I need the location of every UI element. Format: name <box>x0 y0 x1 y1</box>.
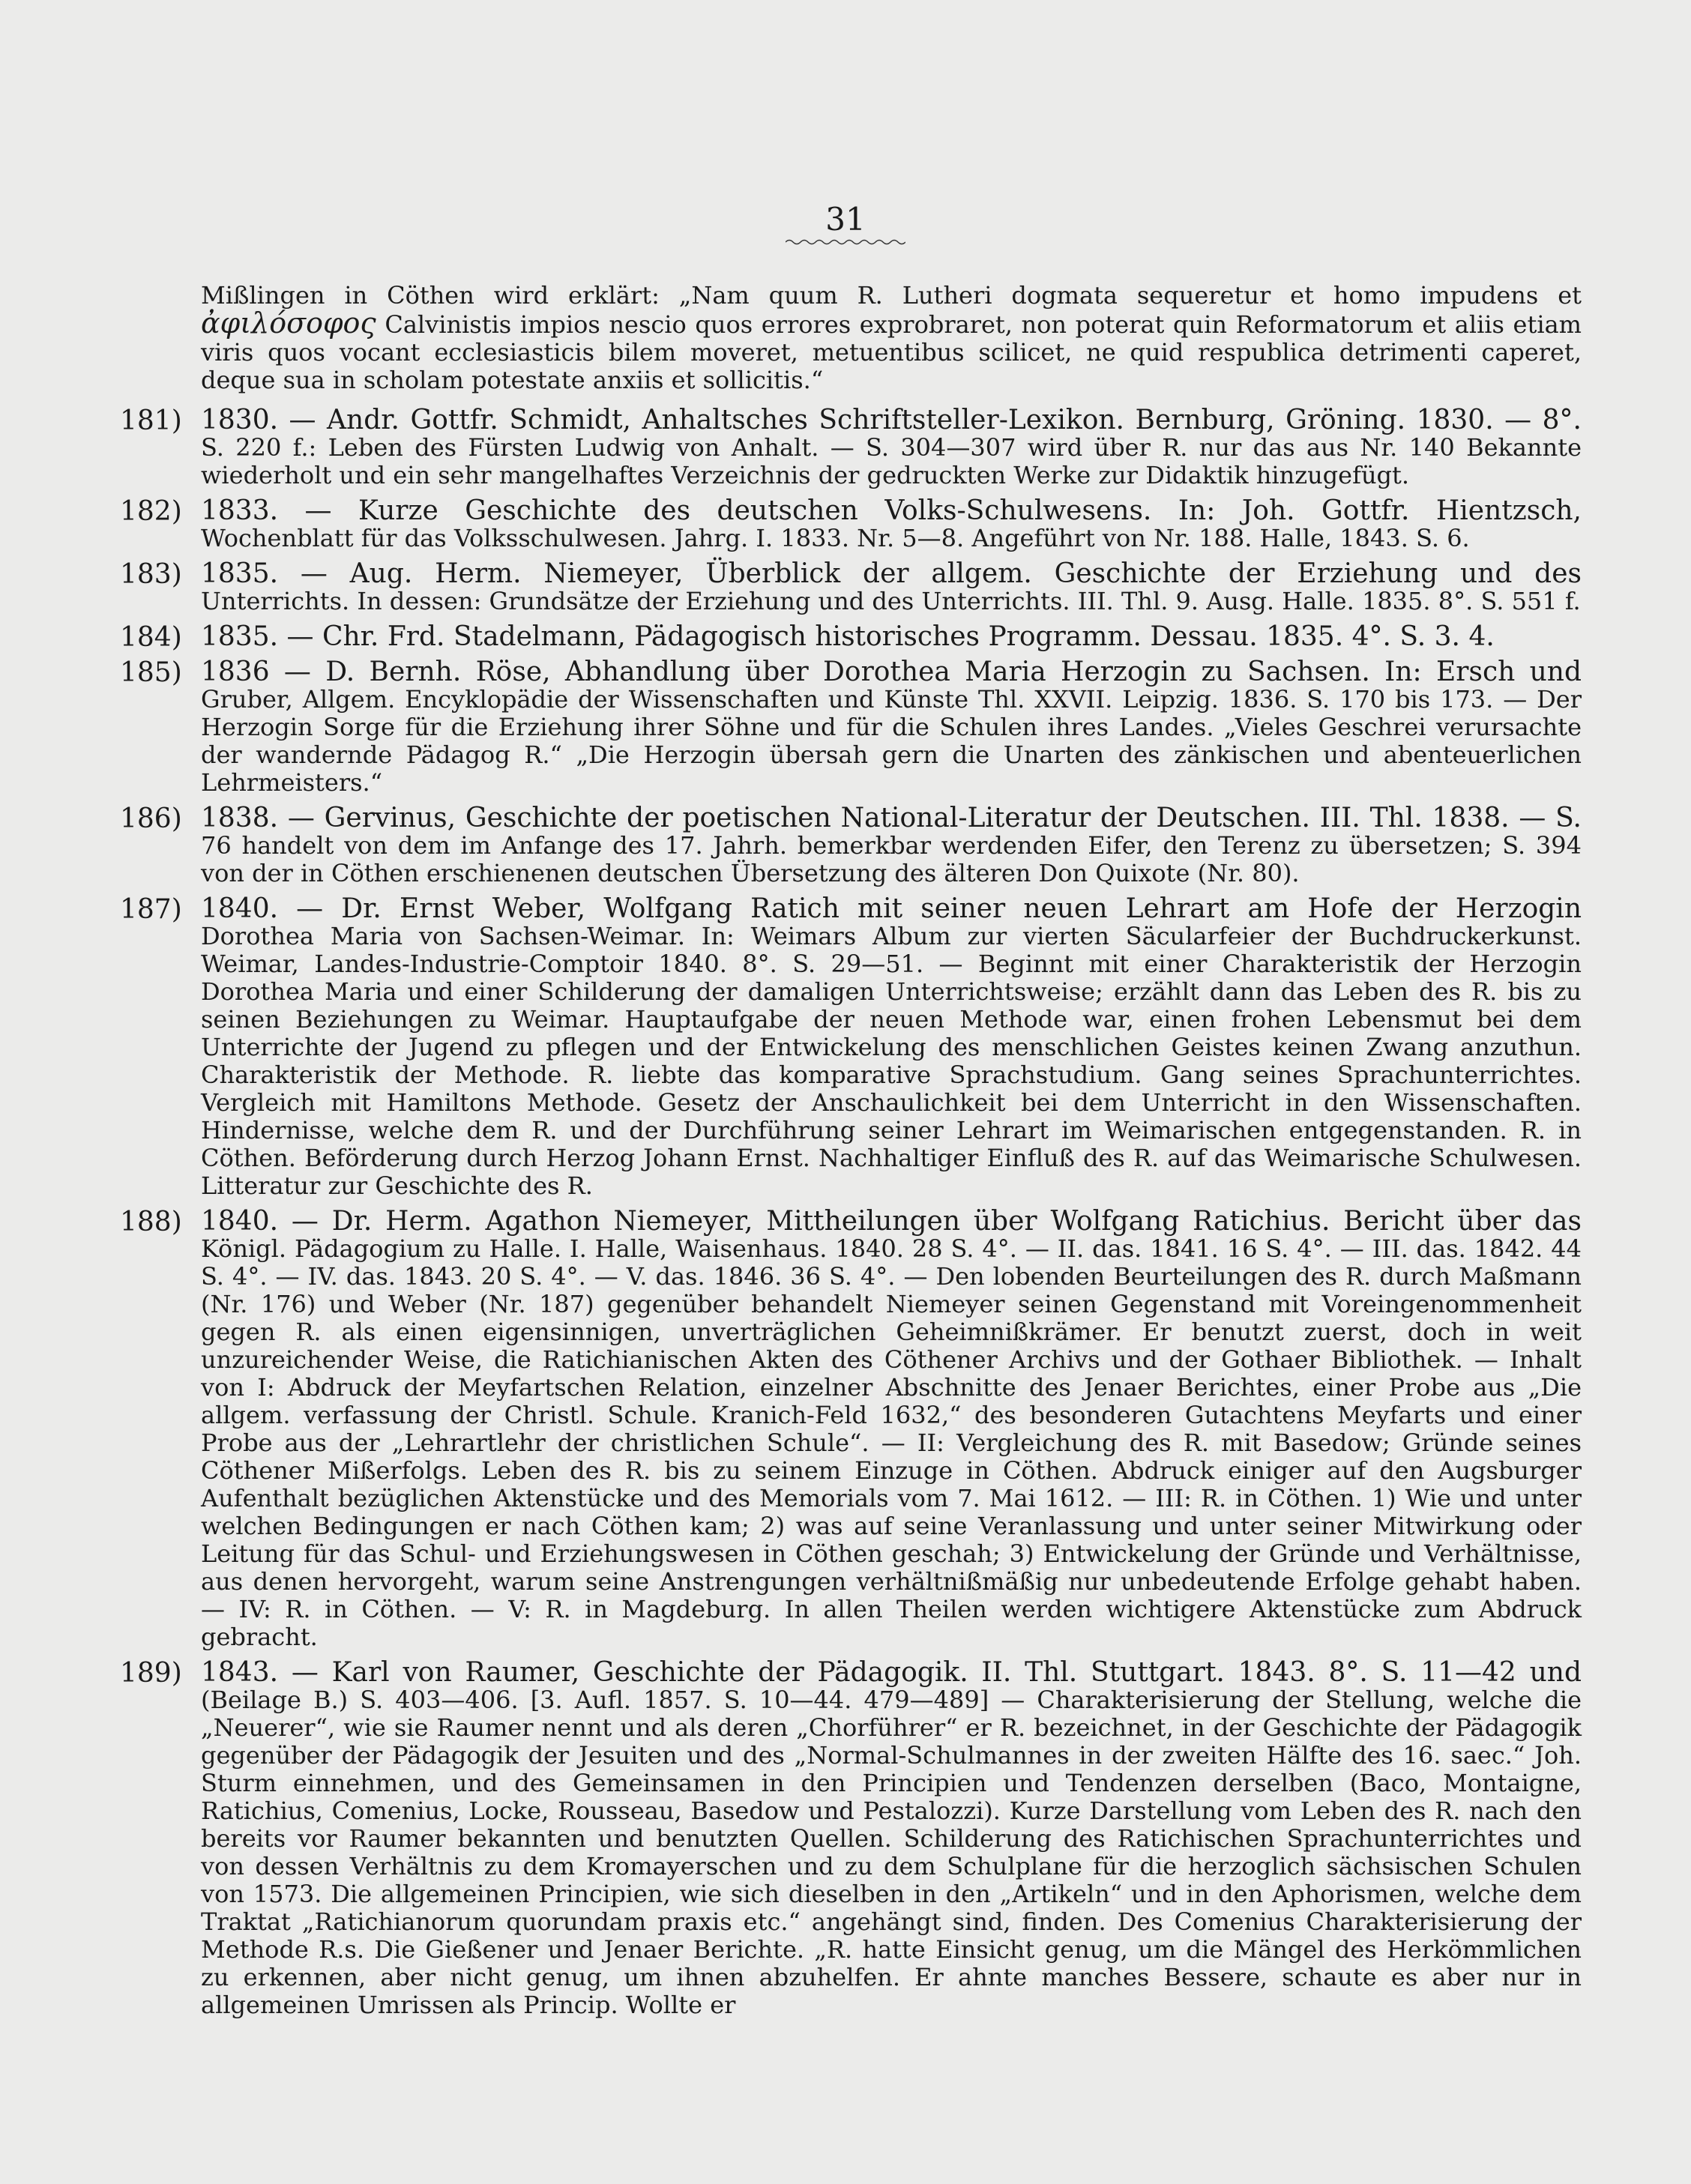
bibliography-entry <box>120 804 1582 887</box>
entry-number: 186) <box>120 803 182 834</box>
entry-text: 1835. — Aug. Herm. Niemeyer, Überblick der allgem. Geschichte der Erziehung und des Unterrichts. In dessen: Grundsätze der Erziehung und des Unterrichts. III. Thl. 9. Ausg. Halle. 1835. 8°. S. 551 f. <box>201 558 1582 615</box>
page-number: 31 <box>825 201 866 238</box>
bibliography-entry <box>120 623 1582 651</box>
intro-text-latin: Calvinistis impios nescio quos errores exprobraret, non poterat quin Reformatorum et aliis etiam viris quos vocant ecclesiasticis bilem moveret, metuentibus scilicet, ne quid respublica detrimenti caperet, deque sua in scholam potestate anxiis et sollicitis.“ <box>201 310 1582 394</box>
entry-number: 188) <box>120 1207 182 1237</box>
entry-text: 1843. — Karl von Raumer, Geschichte der Pädagogik. II. Thl. Stuttgart. 1843. 8°. S. 11—42 und (Beilage B.) S. 403—406. [3. Aufl. 1857. S. 10—44. 479—489] — Charakterisierung der Stellung, welche die „Neuerer“, wie sie Raumer nennt und als deren „Chorführer“ er R. bezeichnet, in der Geschichte der Pädagogik gegenüber der Pädagogik der Jesuiten und des „Normal-Schulmannes in der zweiten Hälfte des 16. saec.“ Joh. Sturm einnehmen, und des Gemeinsamen in den Principien und Tendenzen derselben (Baco, Montaigne, Ratichius, Comenius, Locke, Rousseau, Basedow und Pestalozzi). Kurze Darstellung vom Leben des R. nach den bereits vor Raumer bekannten und benutzten Quellen. Schilderung des Ratichischen Sprachunterrichtes und von dessen Verhältnis zu dem Kromayerschen und zu dem Schulplane für die herzoglich sächsischen Schulen von 1573. Die allgemeinen Principien, wie sich dieselben in den „Artikeln“ und in den Aphorismen, welche dem Traktat „Ratichianorum quorundam praxis etc.“ angehängt sind, finden. Des Comenius Charakterisierung der Methode R.s. Die Gießener und Jenaer Berichte. „R. hatte Einsicht genug, um die Mängel des Herkömmlichen zu erkennen, aber nicht genug, um ihnen abzuhelfen. Er ahnte manches Bessere, schaute es aber nur in allgemeinen Umrissen als Princip. Wollte er <box>201 1657 1582 2019</box>
entry-text: 1833. — Kurze Geschichte des deutschen Volks-Schulwesens. In: Joh. Gottfr. Hientzsch, Wochenblatt für das Volksschulwesen. Jahrg. I. 1833. Nr. 5—8. Angeführt von Nr. 188. Halle, 1843. S. 6. <box>201 495 1582 552</box>
bibliography-entry <box>120 497 1582 552</box>
bibliography-entry <box>120 1207 1582 1651</box>
bibliography-entry <box>120 1659 1582 2019</box>
entry-number: 181) <box>120 405 182 436</box>
entry-number: 187) <box>120 894 182 925</box>
entry-number: 184) <box>120 622 182 653</box>
entry-text: 1836 — D. Bernh. Röse, Abhandlung über Dorothea Maria Herzogin zu Sachsen. In: Ersch und Gruber, Allgem. Encyklopädie der Wissenschaften und Künste Thl. XXVII. Leipzig. 1836. S. 170 bis 173. — Der Herzogin Sorge für die Erziehung ihrer Söhne und für die Schulen ihres Landes. „Vieles Geschrei verursachte der wandernde Pädagog R.“ „Die Herzogin übersah gern die Unarten des zänkischen und abenteuerlichen Lehrmeisters.“ <box>201 657 1582 797</box>
bibliography-entry <box>120 658 1582 797</box>
entry-text: 1830. — Andr. Gottfr. Schmidt, Anhaltsches Schriftsteller-Lexikon. Bernburg, Gröning. 1830. — 8°. S. 220 f.: Leben des Fürsten Ludwig von Anhalt. — S. 304—307 wird über R. nur das aus Nr. 140 Bekannte wiederholt und ein sehr mangelhaftes Verzeichnis der gedruckten Werke zur Didaktik hinzugefügt. <box>201 405 1582 489</box>
bibliography-entry <box>120 560 1582 615</box>
entry-text: 1840. — Dr. Herm. Agathon Niemeyer, Mittheilungen über Wolfgang Ratichius. Bericht über das Königl. Pädagogium zu Halle. I. Halle, Waisenhaus. 1840. 28 S. 4°. — II. das. 1841. 16 S. 4°. — III. das. 1842. 44 S. 4°. — IV. das. 1843. 20 S. 4°. — V. das. 1846. 36 S. 4°. — Den lobenden Beurteilungen des R. durch Maßmann (Nr. 176) und Weber (Nr. 187) gegenüber behandelt Niemeyer seinen Gegenstand mit Voreingenommenheit gegen R. als einen eigensinnigen, unverträglichen Geheimnißkrämer. Er benutzt zuerst, doch in weit unzureichender Weise, die Ratichianischen Akten des Cöthener Archivs und der Gothaer Bibliothek. — Inhalt von I: Abdruck der Meyfartschen Relation, einzelner Abschnitte des Jenaer Berichtes, einer Probe aus „Die allgem. verfassung der Christl. Schule. Kranich-Feld 1632,“ des besonderen Gutachtens Meyfarts und einer Probe aus der „Lehrartlehr der christlichen Schule“. — II: Vergleichung des R. mit Basedow; Gründe seines Cöthener Mißerfolgs. Leben des R. bis zu seinem Einzuge in Cöthen. Abdruck einiger auf den Augsburger Aufenthalt bezüglichen Aktenstücke und des Memorials vom 7. Mai 1612. — III: R. in Cöthen. 1) Wie und unter welchen Bedingungen er nach Cöthen kam; 2) was auf seine Veranlassung und unter seiner Mitwirkung oder Leitung für das Schul- und Erziehungswesen in Cöthen geschah; 3) Entwickelung der Gründe und Verhältnisse, aus denen hervorgeht, warum seine Anstrengungen verhältnißmäßig nur unbedeutende Erfolge gehabt haben. — IV: R. in Cöthen. — V: R. in Magdeburg. In allen Theilen werden wichtigere Aktenstücke zum Abdruck gebracht. <box>201 1206 1582 1651</box>
continuation-paragraph <box>201 282 1582 394</box>
entry-text: 1838. — Gervinus, Geschichte der poetischen National-Literatur der Deutschen. III. Thl. 1838. — S. 76 handelt von dem im Anfange des 17. Jahrh. bemerkbar werdenden Eifer, den Terenz zu übersetzen; S. 394 von der in Cöthen erschienenen deutschen Übersetzung des älteren Don Quixote (Nr. 80). <box>201 803 1582 887</box>
main-text <box>120 282 1582 2027</box>
entry-number: 183) <box>120 559 182 590</box>
entry-number: 189) <box>120 1658 182 1689</box>
bibliography-entry <box>120 406 1582 489</box>
greek-word: ἀφιλόσοφος <box>201 307 376 340</box>
entry-text: 1840. — Dr. Ernst Weber, Wolfgang Ratich mit seiner neuen Lehrart am Hofe der Herzogin Dorothea Maria von Sachsen-Weimar. In: Weimars Album zur vierten Säcularfeier der Buchdruckerkunst. Weimar, Landes-Industrie-Comptoir 1840. 8°. S. 29—51. — Beginnt mit einer Charakteristik der Herzogin Dorothea Maria und einer Schilderung der damaligen Unterrichtsweise; erzählt dann das Leben des R. bis zu seinen Beziehungen zu Weimar. Hauptaufgabe der neuen Methode war, einen frohen Lebensmut bei dem Unterrichte der Jugend zu pflegen und der Entwickelung des menschlichen Geistes keinen Zwang anzuthun. Charakteristik der Methode. R. liebte das komparative Sprachstudium. Gang seines Sprachunterrichtes. Vergleich mit Hamiltons Methode. Gesetz der Anschaulichkeit bei dem Unterricht in den Wissenschaften. Hindernisse, welche dem R. und der Durchführung seiner Lehrart im Weimarischen entgegenstanden. R. in Cöthen. Beförderung durch Herzog Johann Ernst. Nachhaltiger Einfluß des R. auf das Weimarische Schulwesen. Litteratur zur Geschichte des R. <box>201 893 1582 1200</box>
intro-text: Mißlingen in Cöthen wird erklärt: „Nam quum R. Lutheri dogmata sequeretur et homo impudens et <box>201 281 1582 310</box>
bibliography-entry <box>120 895 1582 1200</box>
entry-number: 182) <box>120 496 182 527</box>
entry-number: 185) <box>120 657 182 688</box>
ornamental-rule <box>786 238 905 246</box>
entry-text: 1835. — Chr. Frd. Stadelmann, Pädagogisch historisches Programm. Dessau. 1835. 4°. S. 3. 4. <box>201 621 1495 652</box>
